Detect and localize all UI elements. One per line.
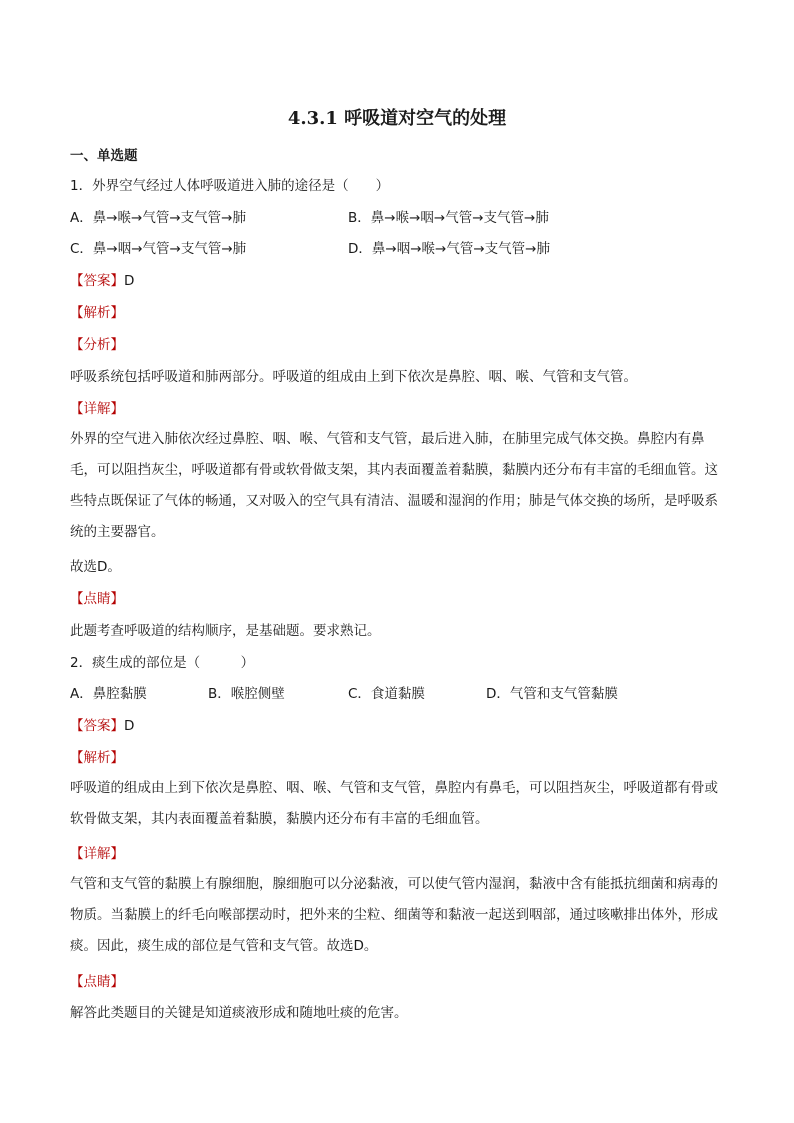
document-title: 4.3.1 呼吸道对空气的处理 (287, 108, 507, 129)
q2-xiangjie-label: 【详解】 (70, 846, 124, 862)
q2-dianjing-label: 【点睛】 (70, 974, 124, 990)
q1-dianjing-label: 【点睛】 (70, 591, 124, 607)
q2-answer-label: 【答案】 (70, 718, 124, 734)
section-heading: 一、单选题 (70, 148, 138, 164)
q1-stem: 1．外界空气经过人体呼吸道进入肺的途径是（ ） (70, 178, 390, 194)
q2-option-a: A．鼻腔黏膜 (70, 686, 147, 702)
q1-answer-label: 【答案】 (70, 273, 124, 289)
q2-xiangjie-text: 气管和支气管的黏膜上有腺细胞，腺细胞可以分泌黏液，可以使气管内湿润，黏液中含有能抵抗细菌和病毒的物质。当黏膜上的纤毛向喉部摆动时，把外来的尘粒、细菌等和黏液一起送到咽部，通过咳嗽排出体外，形成痰。因此，痰生成的部位是气管和支气管。故选D。 (70, 876, 718, 954)
q1-option-a: A．鼻→喉→气管→支气管→肺 (70, 210, 246, 226)
q1-fenxi-text: 呼吸系统包括呼吸道和肺两部分。呼吸道的组成由上到下依次是鼻腔、咽、喉、气管和支气管。 (70, 369, 637, 385)
q1-answer-value: D (124, 273, 135, 289)
q1-option-b: B．鼻→喉→咽→气管→支气管→肺 (348, 210, 549, 226)
q2-dianjing-text: 解答此类题目的关键是知道痰液形成和随地吐痰的危害。 (70, 1005, 408, 1021)
q2-jiexi-text: 呼吸道的组成由上到下依次是鼻腔、咽、喉、气管和支气管，鼻腔内有鼻毛，可以阻挡灰尘，呼吸道都有骨或软骨做支架，其内表面覆盖着黏膜，黏膜内还分布有丰富的毛细血管。 (70, 780, 718, 827)
q2-answer (70, 718, 134, 734)
q2-option-b: B．喉腔侧壁 (208, 686, 285, 702)
q2-jiexi-label: 【解析】 (70, 750, 124, 766)
q1-guxuan: 故选D。 (70, 559, 121, 575)
q1-option-d: D．鼻→咽→喉→气管→支气管→肺 (348, 241, 550, 257)
q1-option-c: C．鼻→咽→气管→支气管→肺 (70, 241, 247, 257)
q1-jiexi-label: 【解析】 (70, 305, 124, 321)
q1-fenxi-label: 【分析】 (70, 337, 124, 353)
q1-xiangjie-label: 【详解】 (70, 401, 124, 417)
q1-xiangjie-text: 外界的空气进入肺依次经过鼻腔、咽、喉、气管和支气管，最后进入肺，在肺里完成气体交换。鼻腔内有鼻毛，可以阻挡灰尘，呼吸道都有骨或软骨做支架，其内表面覆盖着黏膜，黏膜内还分布有丰富的毛细血管。这些特点既保证了气体的畅通，又对吸入的空气具有清洁、温暖和湿润的作用；肺是气体交换的场所，是呼吸系统的主要器官。 (70, 431, 718, 540)
q1-answer (70, 273, 134, 289)
q2-answer-value: D (124, 718, 135, 734)
q1-dianjing-text: 此题考查呼吸道的结构顺序，是基础题。要求熟记。 (70, 623, 381, 639)
q2-option-c: C．食道黏膜 (348, 686, 425, 702)
q2-option-d: D．气管和支气管黏膜 (486, 686, 618, 702)
q2-stem: 2．痰生成的部位是（ ） (70, 655, 255, 671)
